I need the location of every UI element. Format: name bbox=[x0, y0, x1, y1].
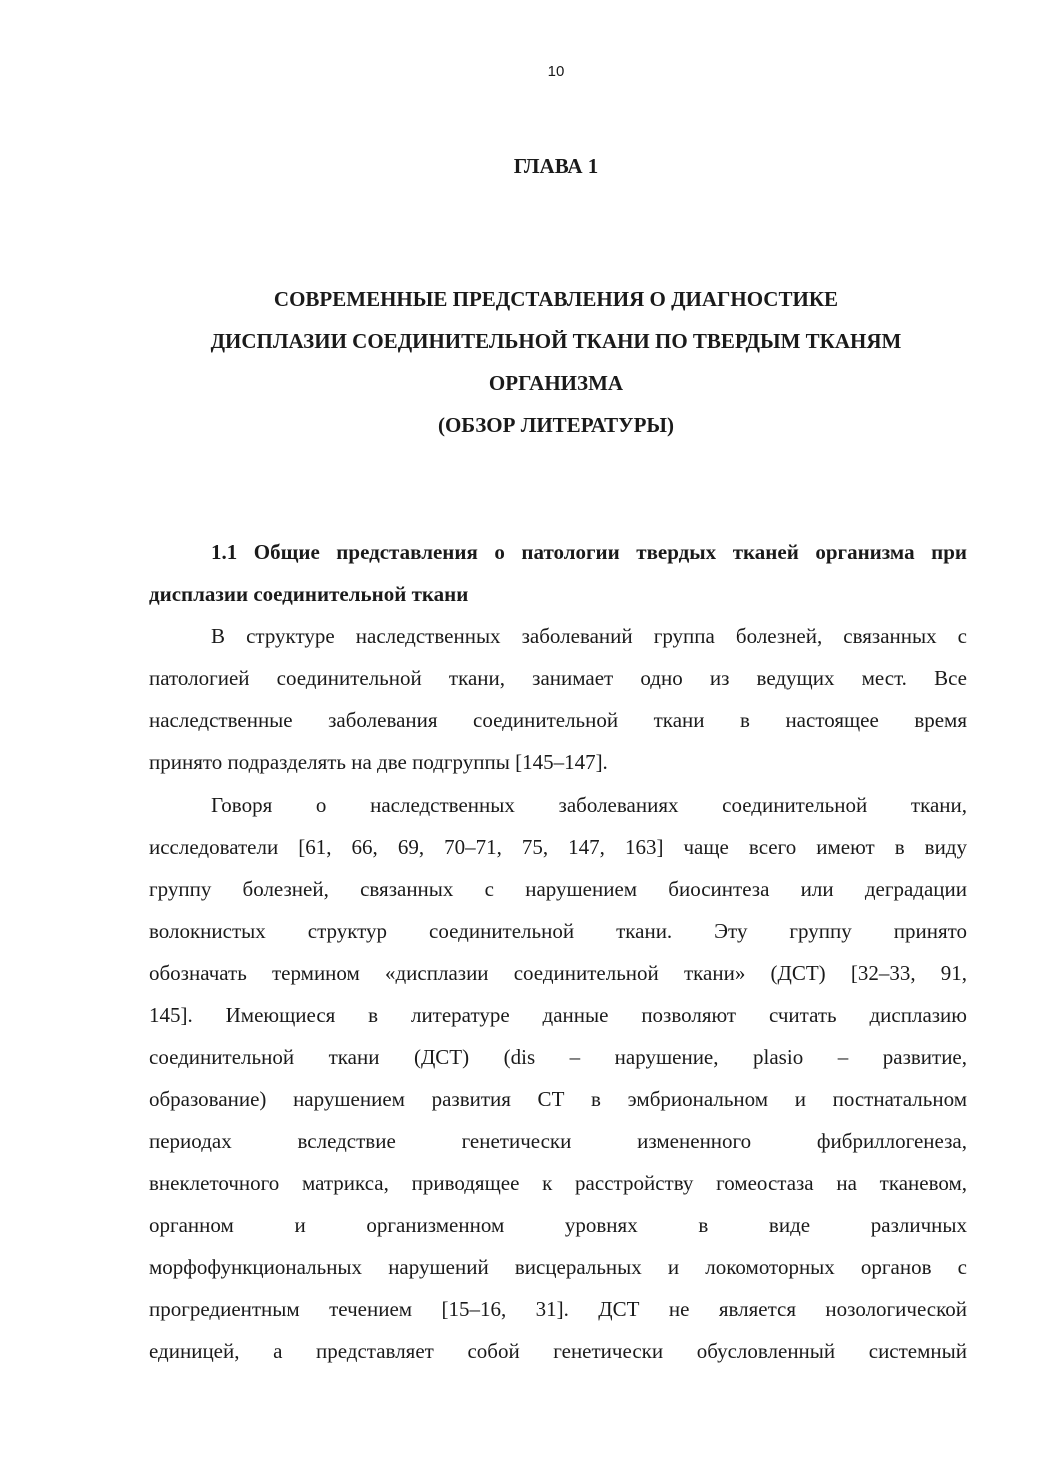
paragraph-line: исследователи [61, 66, 69, 70–71, 75, 147, 163] чаще всего имеют в виду bbox=[149, 835, 967, 859]
chapter-title-line: СОВРЕМЕННЫЕ ПРЕДСТАВЛЕНИЯ О ДИАГНОСТИКЕ bbox=[273, 287, 839, 311]
paragraph-line: образование) нарушением развития СТ в эмбриональном и постнатальном bbox=[149, 1087, 967, 1111]
paragraph bbox=[149, 615, 967, 783]
paragraph-line: соединительной ткани (ДСТ) (dis – нарушение, plasio – развитие, bbox=[149, 1045, 967, 1069]
paragraph-line: группу болезней, связанных с нарушением биосинтеза или деградации bbox=[149, 877, 967, 901]
paragraph-line: Говоря о наследственных заболеваниях соединительной ткани, bbox=[211, 793, 967, 817]
paragraph-line: В структуре наследственных заболеваний группа болезней, связанных с bbox=[211, 624, 967, 648]
paragraph-line: прогредиентным течением [15–16, 31]. ДСТ не является нозологической bbox=[149, 1297, 967, 1321]
paragraph-line: обозначать термином «дисплазии соединительной ткани» (ДСТ) [32–33, 91, bbox=[149, 961, 967, 985]
section-heading-line: при дисплазии соединительной ткани bbox=[149, 540, 967, 606]
paragraph-line: принято подразделять на две подгруппы [145–147]. bbox=[149, 750, 608, 774]
paragraph-line: органном и организменном уровнях в виде различных bbox=[149, 1213, 967, 1237]
paragraph-line: 145]. Имеющиеся в литературе данные позволяют считать дисплазию bbox=[149, 1003, 967, 1027]
chapter-title bbox=[140, 278, 972, 446]
section-heading bbox=[149, 531, 967, 615]
chapter-title-line: ДИСПЛАЗИИ СОЕДИНИТЕЛЬНОЙ ТКАНИ ПО ТВЕРДЫМ ТКАНЯМ bbox=[210, 329, 902, 353]
paragraph-line: морфофункциональных нарушений висцеральных и локомоторных органов с bbox=[149, 1255, 967, 1279]
paragraph-line: наследственные заболевания соединительной ткани в настоящее время bbox=[149, 708, 967, 732]
paragraph-line: волокнистых структур соединительной ткани. Эту группу принято bbox=[149, 919, 967, 943]
paragraph-line: периодах вследствие генетически измененного фибриллогенеза, bbox=[149, 1129, 967, 1153]
paragraph-line: внеклеточного матрикса, приводящее к расстройству гомеостаза на тканевом, bbox=[149, 1171, 967, 1195]
chapter-title-line: (ОБЗОР ЛИТЕРАТУРЫ) bbox=[437, 413, 675, 437]
page-number: 10 bbox=[547, 63, 565, 80]
paragraph-line: патологией соединительной ткани, занимает одно из ведущих мест. Все bbox=[149, 666, 967, 690]
chapter-label: ГЛАВА 1 bbox=[513, 154, 599, 178]
paragraph bbox=[149, 784, 967, 1372]
chapter-title-line: ОРГАНИЗМА bbox=[488, 371, 624, 395]
section-heading-line: 1.1 Общие представления о патологии твердых тканей организма bbox=[211, 540, 915, 564]
paragraph-line: единицей, а представляет собой генетически обусловленный системный bbox=[149, 1339, 967, 1363]
